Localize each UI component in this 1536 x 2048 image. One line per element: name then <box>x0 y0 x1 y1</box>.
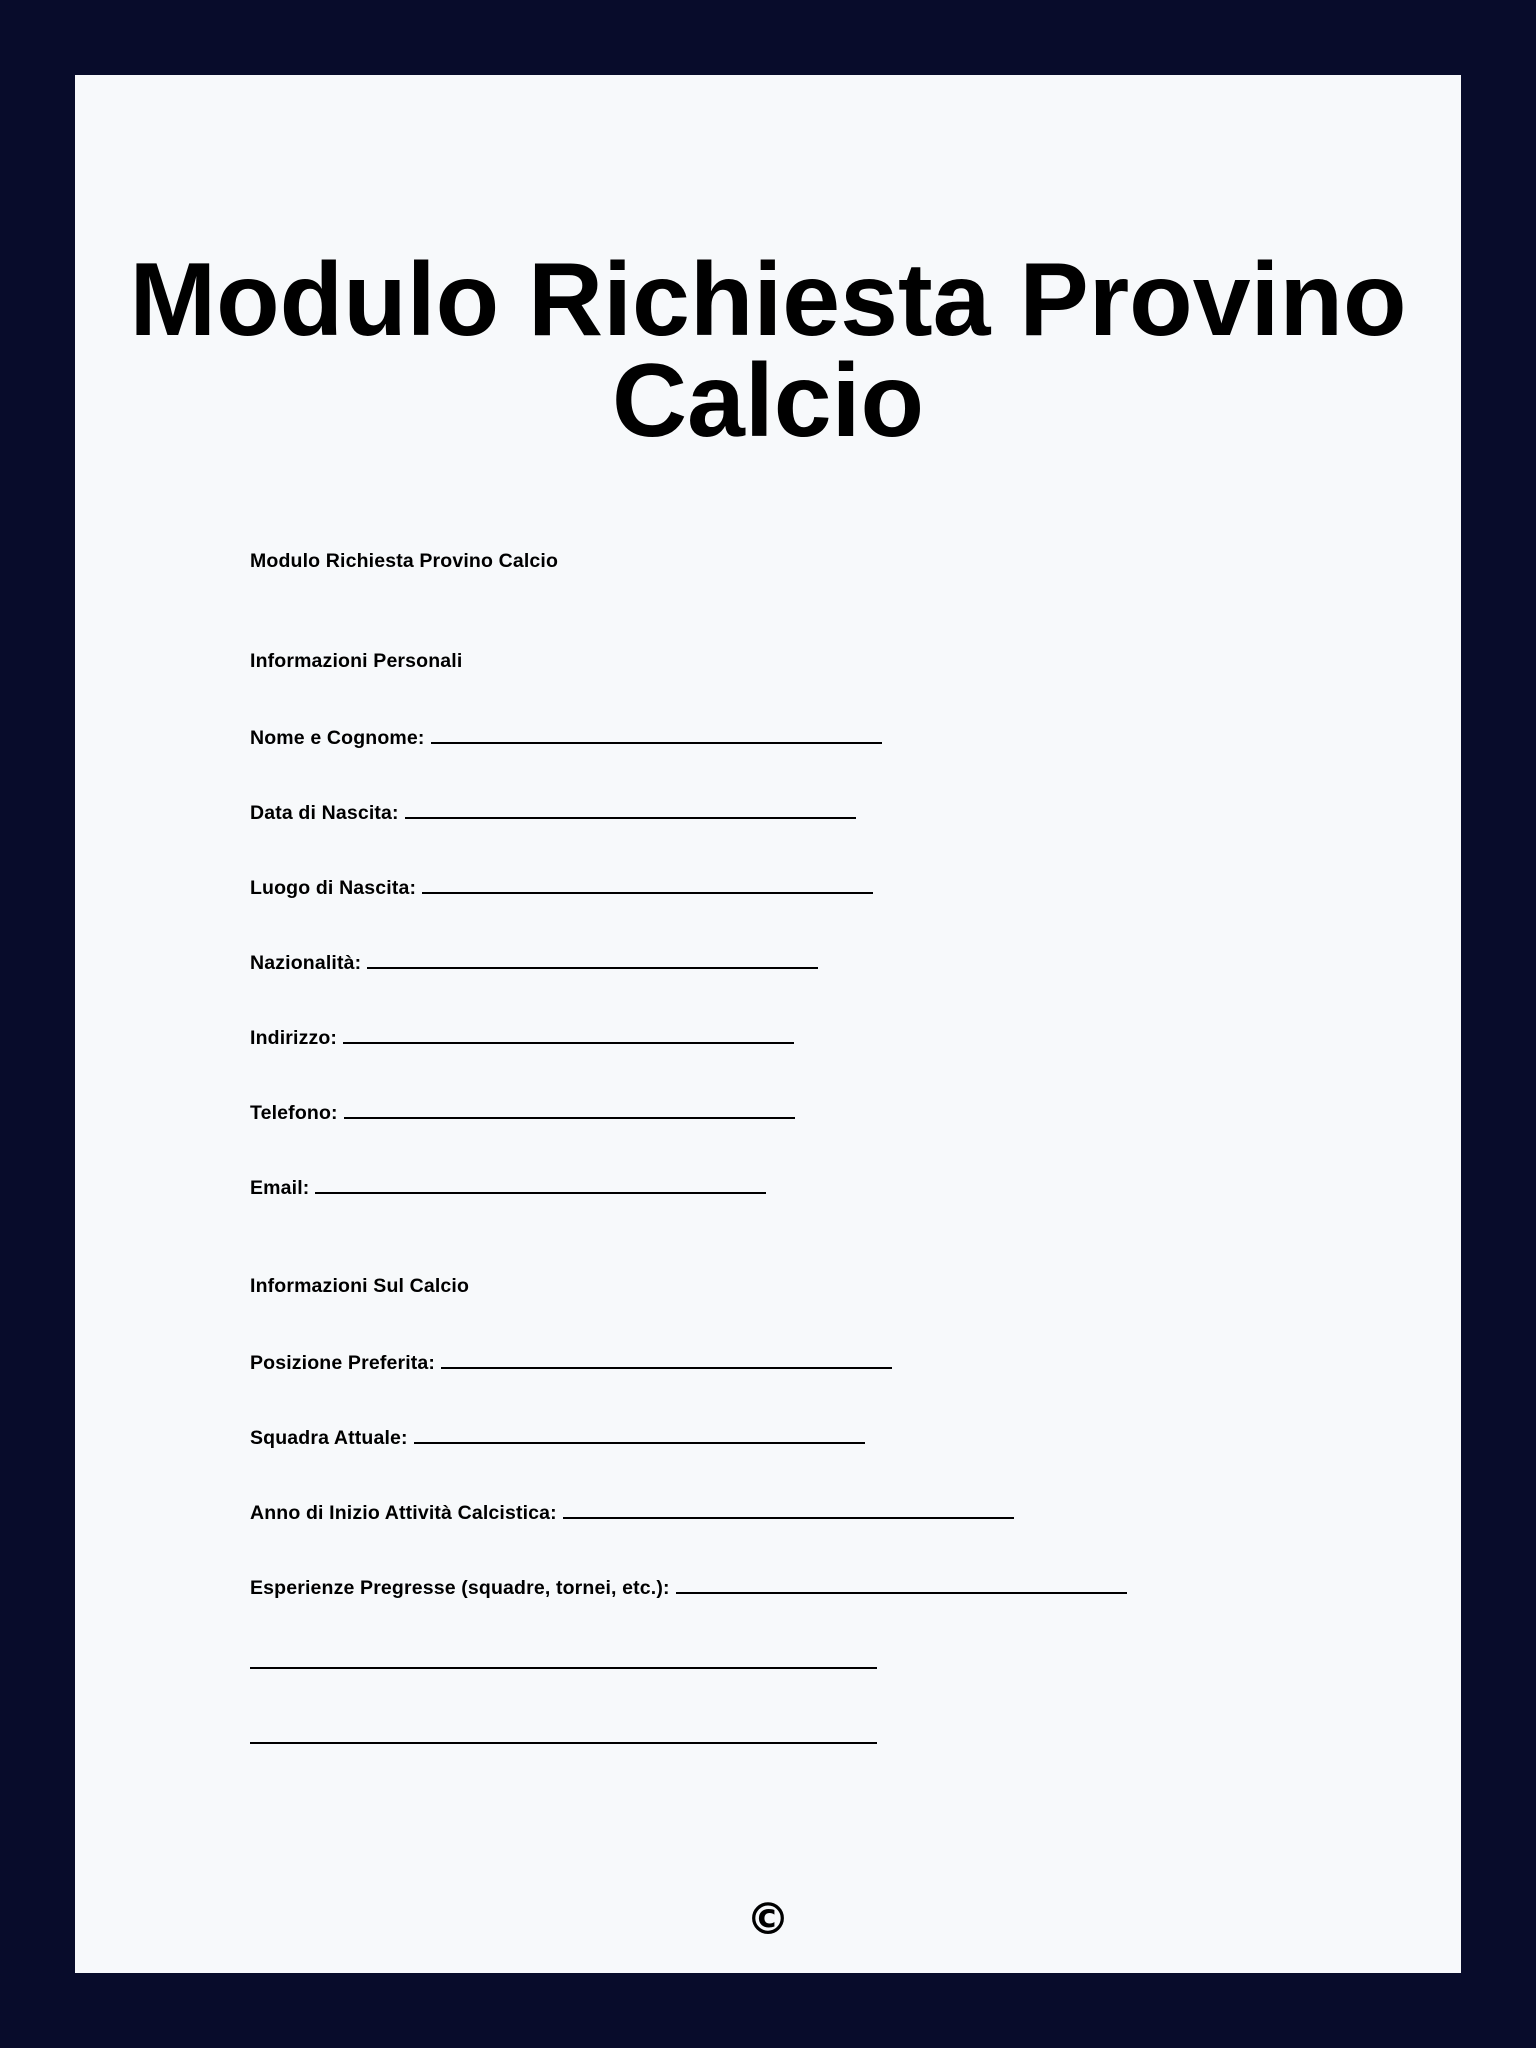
phone-blank-line[interactable] <box>344 1099 795 1119</box>
position-blank-line[interactable] <box>441 1349 892 1369</box>
field-label-position: Posizione Preferita: <box>250 1352 436 1374</box>
copyright-icon: © <box>746 1894 790 1945</box>
experience-extra-line-2[interactable] <box>250 1724 877 1744</box>
field-label-start-year: Anno di Inizio Attività Calcistica: <box>250 1502 557 1524</box>
field-row-experience <box>250 1574 1127 1600</box>
field-row-experience-extra-1 <box>250 1649 877 1675</box>
form-subtitle: Modulo Richiesta Provino Calcio <box>250 550 559 572</box>
email-blank-line[interactable] <box>315 1174 766 1194</box>
field-row-email <box>250 1174 766 1200</box>
field-row-phone <box>250 1099 795 1125</box>
field-row-start-year <box>250 1499 1014 1525</box>
name-blank-line[interactable] <box>431 724 882 744</box>
field-row-nationality <box>250 949 818 975</box>
field-row-birth-date <box>250 799 856 825</box>
nationality-blank-line[interactable] <box>367 949 818 969</box>
field-row-team <box>250 1424 865 1450</box>
birth-date-blank-line[interactable] <box>405 799 856 819</box>
address-blank-line[interactable] <box>343 1024 794 1044</box>
field-row-name <box>250 724 882 750</box>
document-title: Modulo Richiesta Provino Calcio <box>129 242 1407 459</box>
field-row-birth-place <box>250 874 873 900</box>
document-page <box>75 75 1461 1973</box>
field-label-experience: Esperienze Pregresse (squadre, tornei, etc.): <box>250 1577 670 1599</box>
field-label-birth-date: Data di Nascita: <box>250 802 399 824</box>
field-label-address: Indirizzo: <box>250 1027 338 1049</box>
team-blank-line[interactable] <box>414 1424 865 1444</box>
field-row-experience-extra-2 <box>250 1724 877 1750</box>
field-row-address <box>250 1024 794 1050</box>
section-heading-personal: Informazioni Personali <box>250 650 463 672</box>
experience-blank-line[interactable] <box>676 1574 1127 1594</box>
start-year-blank-line[interactable] <box>563 1499 1014 1519</box>
field-label-team: Squadra Attuale: <box>250 1427 408 1449</box>
field-label-birth-place: Luogo di Nascita: <box>250 877 417 899</box>
field-label-email: Email: <box>250 1177 310 1199</box>
field-label-name: Nome e Cognome: <box>250 727 425 749</box>
experience-extra-line-1[interactable] <box>250 1649 877 1669</box>
field-label-phone: Telefono: <box>250 1102 338 1124</box>
field-label-nationality: Nazionalità: <box>250 952 362 974</box>
birth-place-blank-line[interactable] <box>422 874 873 894</box>
section-heading-football: Informazioni Sul Calcio <box>250 1275 470 1297</box>
field-row-position <box>250 1349 892 1375</box>
